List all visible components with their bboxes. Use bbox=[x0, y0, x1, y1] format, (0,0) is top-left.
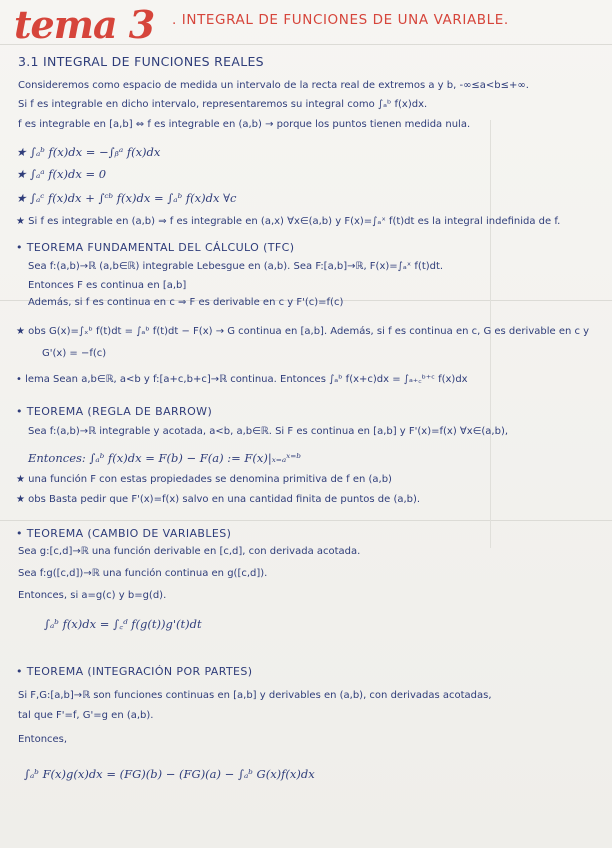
section-heading: 3.1 INTEGRAL DE FUNCIONES REALES bbox=[18, 54, 264, 69]
property-line: ★ ∫ₐᶜ f(x)dx + ∫ᶜᵇ f(x)dx = ∫ₐᵇ f(x)dx ∀c bbox=[16, 191, 237, 205]
page-subtitle: . INTEGRAL DE FUNCIONES DE UNA VARIABLE. bbox=[172, 12, 509, 28]
property-line: ★ Si f es integrable en (a,b) ⇒ f es integrable en (a,x) ∀x∈(a,b) y F(x)=∫ₐˣ f(t)dt es la integral indefinida de f. bbox=[16, 216, 561, 227]
formula-line: ∫ₐᵇ f(x)dx = ∫꜀ᵈ f(g(t))g'(t)dt bbox=[44, 617, 202, 631]
text-line: Sea f:(a,b)→ℝ (a,b∈ℝ) integrable Lebesgue en (a,b). Sea F:[a,b]→ℝ, F(x)=∫ₐˣ f(t)dt. bbox=[28, 261, 444, 272]
page-title: tema 3 bbox=[14, 2, 155, 47]
theorem-heading: • TEOREMA (CAMBIO DE VARIABLES) bbox=[16, 527, 232, 540]
theorem-heading: • TEOREMA (REGLA DE BARROW) bbox=[16, 405, 213, 418]
text-line: Entonces, si a=g(c) y b=g(d). bbox=[18, 590, 167, 601]
text-line: Si F,G:[a,b]→ℝ son funciones continuas en [a,b] y derivables en (a,b), con derivadas acotadas, bbox=[18, 690, 492, 701]
text-line: Entonces F es continua en [a,b] bbox=[28, 280, 187, 291]
ruled-line bbox=[0, 520, 612, 521]
text-line: f es integrable en [a,b] ⇔ f es integrable en (a,b) → porque los puntos tienen medida nula. bbox=[18, 119, 471, 130]
text-line: Si f es integrable en dicho intervalo, representaremos su integral como ∫ₐᵇ f(x)dx. bbox=[18, 99, 428, 110]
theorem-heading: • TEOREMA (INTEGRACIÓN POR PARTES) bbox=[16, 665, 253, 678]
formula-line: Entonces: ∫ₐᵇ f(x)dx = F(b) − F(a) := F(x)|ₓ₌ₐˣ⁼ᵇ bbox=[28, 451, 301, 465]
formula-line: ∫ₐᵇ F(x)g(x)dx = (FG)(b) − (FG)(a) − ∫ₐᵇ G(x)f(x)dx bbox=[24, 767, 315, 781]
text-line: Sea f:(a,b)→ℝ integrable y acotada, a<b, a,b∈ℝ. Si F es continua en [a,b] y F'(x)=f(x) ∀x∈(a,b), bbox=[28, 426, 509, 437]
text-line: Entonces, bbox=[18, 734, 68, 745]
text-line: G'(x) = −f(c) bbox=[42, 348, 107, 359]
text-line: Consideremos como espacio de medida un intervalo de la recta real de extremos a y b, -∞≤a<b≤+∞. bbox=[18, 80, 529, 91]
text-line: Además, si f es continua en c ⇒ F es derivable en c y F'(c)=f(c) bbox=[28, 297, 344, 308]
lemma-line: • lema Sean a,b∈ℝ, a<b y f:[a+c,b+c]→ℝ continua. Entonces ∫ₐᵇ f(x+c)dx = ∫ₐ₊꜀ᵇ⁺ᶜ f(x)dx bbox=[16, 374, 468, 385]
text-line: Sea f:g([c,d])→ℝ una función continua en g([c,d]). bbox=[18, 568, 268, 579]
observation-line: ★ obs G(x)=∫ₓᵇ f(t)dt = ∫ₐᵇ f(t)dt − F(x) → G continua en [a,b]. Además, si f es continua en c, G es derivable en c y bbox=[16, 326, 590, 337]
observation-line: ★ obs Basta pedir que F'(x)=f(x) salvo en una cantidad finita de puntos de (a,b). bbox=[16, 494, 421, 505]
property-line: ★ ∫ₐᵇ f(x)dx = −∫ᵦᵃ f(x)dx bbox=[16, 145, 161, 159]
theorem-heading: • TEOREMA FUNDAMENTAL DEL CÁLCULO (TFC) bbox=[16, 241, 295, 254]
property-line: ★ ∫ₐᵃ f(x)dx = 0 bbox=[16, 167, 107, 181]
text-line: Sea g:[c,d]→ℝ una función derivable en [c,d], con derivada acotada. bbox=[18, 546, 361, 557]
text-line: ★ una función F con estas propiedades se denomina primitiva de f en (a,b) bbox=[16, 474, 392, 485]
text-line: tal que F'=f, G'=g en (a,b). bbox=[18, 710, 154, 721]
